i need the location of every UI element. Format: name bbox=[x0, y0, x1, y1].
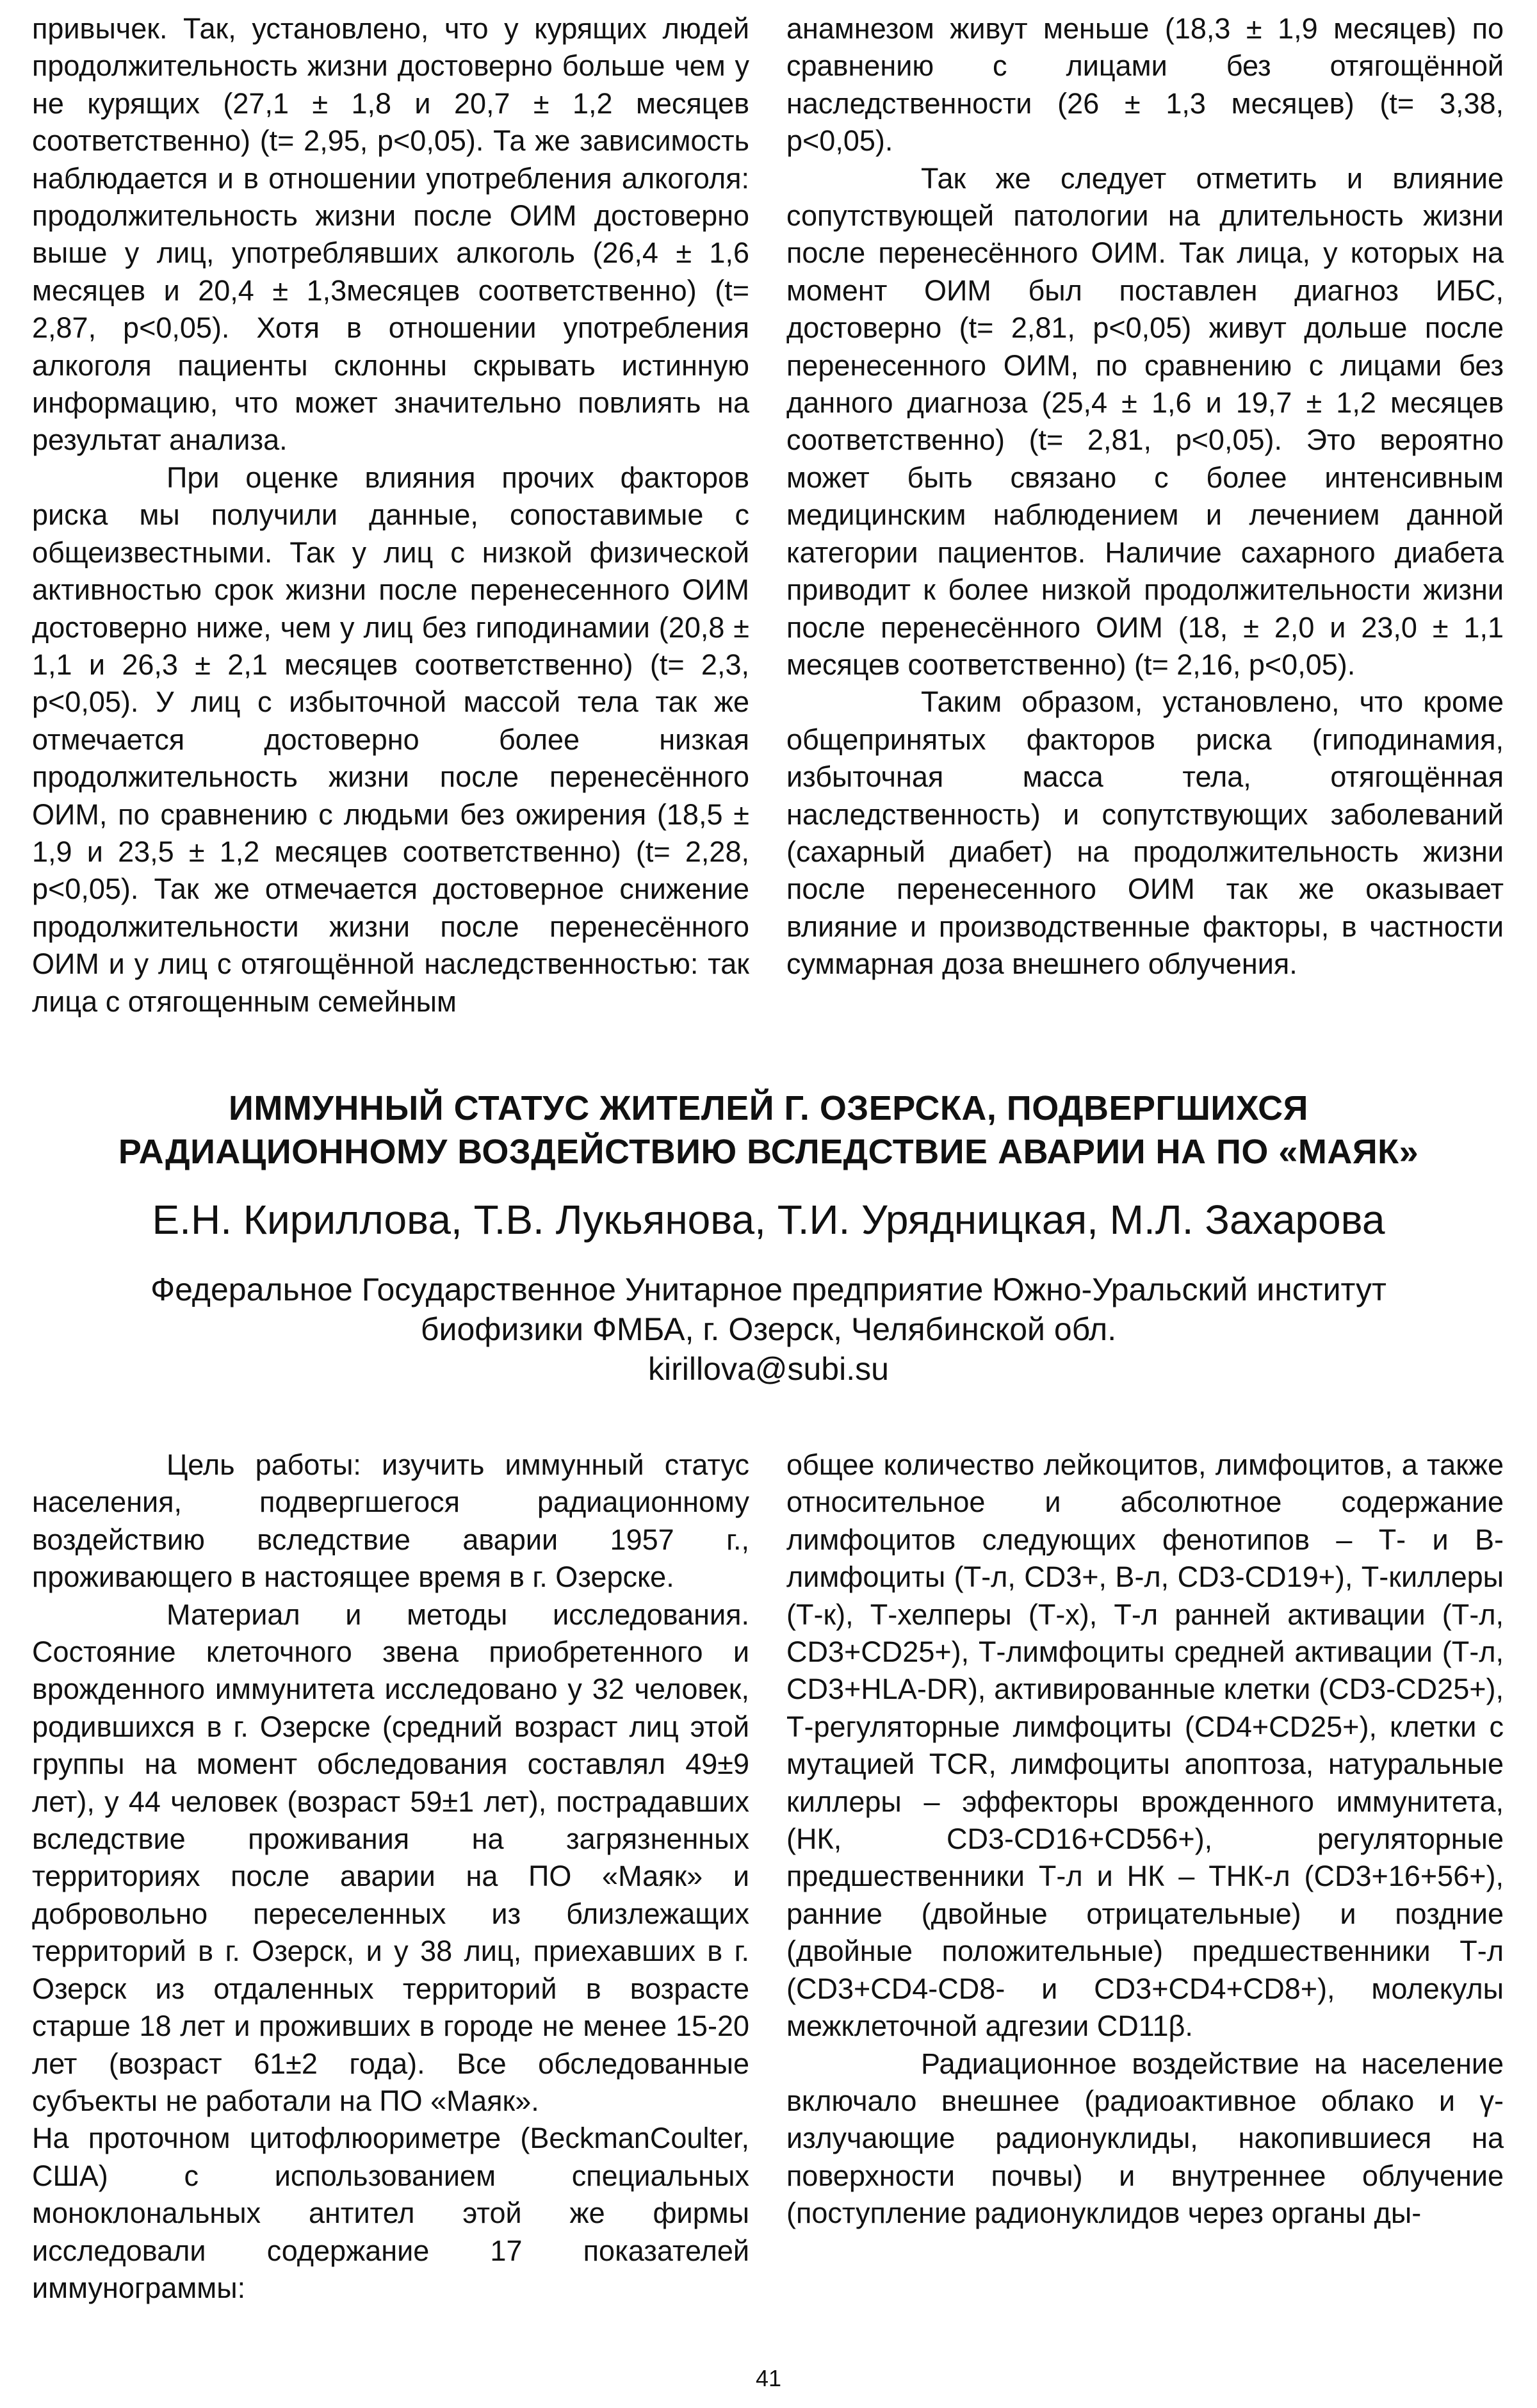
continued-text-left-column bbox=[32, 10, 749, 1020]
paragraph: При оценке влияния прочих факторов риска мы получили данные, сопоставимые с общеизвестными. Так у лиц с низкой физической активностью срок жизни после перенесенного ОИМ достоверно ниже, чем у лиц без гиподинамии (20,8 ± 1,1 и 26,3 ± 2,1 месяцев соответственно) (t= 2,3, p<0,05). У лиц с избыточной массой тела так же отмечается достоверно более низкая продолжительность жизни после перенесённого ОИМ, по сравнению с людьми без ожирения (18,5 ± 1,9 и 23,5 ± 1,2 месяцев соответственно) (t= 2,28, p<0,05). Так же отмечается достоверное снижение продолжительности жизни после перенесённого ОИМ и у лиц с отягощённой наследственностью: так лица с отягощенным семейным bbox=[32, 461, 749, 1018]
page-number: 41 bbox=[755, 2365, 782, 2391]
article-left-column bbox=[32, 1446, 749, 2307]
paragraph: Таким образом, установлено, что кроме общепринятых факторов риска (гиподинамия, избыточная масса тела, отягощённая наследственность) и сопутствующих заболеваний (сахарный диабет) на продолжительность жизни после перенесенного ОИМ так же оказывает влияние и производственные факторы, в частности суммарная доза внешнего облучения. bbox=[786, 685, 1504, 981]
affiliation-line: Федеральное Государственное Унитарное предприятие Южно-Уральский институт bbox=[150, 1272, 1387, 1307]
paragraph: Так же следует отметить и влияние сопутствующей патологии на длительность жизни после перенесённого ОИМ. Так лица, у которых на момент ОИМ был поставлен диагноз ИБС, достоверно (t= 2,81, p<0,05) живут дольше после перенесенного ОИМ, по сравнению с лицами без данного диагноза (25,4 ± 1,6 и 19,7 ± 1,2 месяцев соответственно) (t= 2,81, p<0,05). Это вероятно может быть связано с более интенсивным медицинским наблюдением и лечением данной категории пациентов. Наличие сахарного диабета приводит к более низкой продолжительности жизни после перенесённого ОИМ (18, ± 2,0 и 23,0 ± 1,1 месяцев соответственно) (t= 2,16, p<0,05). bbox=[786, 161, 1504, 681]
article-affiliation bbox=[0, 1270, 1537, 1389]
affiliation-line: биофизики ФМБА, г. Озерск, Челябинской обл. bbox=[420, 1311, 1117, 1347]
paragraph: анамнезом живут меньше (18,3 ± 1,9 месяцев) по сравнению с лицами без отягощённой наследственности (26 ± 1,3 месяцев) (t= 3,38, p<0,05). bbox=[786, 12, 1504, 158]
article-title-line: ИММУННЫЙ СТАТУС ЖИТЕЛЕЙ Г. ОЗЕРСКА, ПОДВЕРГШИХСЯ bbox=[229, 1089, 1308, 1127]
article-title bbox=[0, 1086, 1537, 1174]
paragraph: На проточном цитофлюориметре (BeckmanCoulter, США) с использованием специальных моноклональных антител этой же фирмы исследовали содержание 17 показателей иммунограммы: bbox=[32, 2122, 749, 2304]
paragraph: Цель работы: изучить иммунный статус населения, подвергшегося радиационному воздействию вследствие аварии 1957 г., проживающего в настоящее время в г. Озерске. bbox=[32, 1448, 749, 1594]
article-authors: Е.Н. Кириллова, Т.В. Лукьянова, Т.И. Урядницкая, М.Л. Захарова bbox=[152, 1197, 1385, 1243]
continued-text-right-column bbox=[786, 10, 1504, 983]
paragraph: привычек. Так, установлено, что у курящих людей продолжительность жизни достоверно больше чем у не курящих (27,1 ± 1,8 и 20,7 ± 1,2 месяцев соответственно) (t= 2,95, p<0,05). Та же зависимость наблюдается и в отношении употребления алкоголя: продолжительность жизни после ОИМ достоверно выше у лиц, употреблявших алкоголь (26,4 ± 1,6 месяцев и 20,4 ± 1,3месяцев соответственно) (t= 2,87, p<0,05). Хотя в отношении употребления алкоголя пациенты склонны скрывать истинную информацию, что может значительно повлиять на результат анализа. bbox=[32, 12, 749, 457]
paragraph: Материал и методы исследования. Состояние клеточного звена приобретенного и врожденного иммунитета исследовано у 32 человек, родившихся в г. Озерске (средний возраст лиц этой группы на момент обследования составлял 49±9 лет), у 44 человек (возраст 59±1 лет), пострадавших вследствие проживания на загрязненных территориях после аварии на ПО «Маяк» и добровольно переселенных из близлежащих территорий в г. Озерск, и у 38 лиц, приехавших в г. Озерск из отдаленных территорий в возрасте старше 18 лет и проживших в городе не менее 15-20 лет (возраст 61±2 года). Все обследованные субъекты не работали на ПО «Маяк». bbox=[32, 1598, 749, 2117]
paragraph: Радиационное воздействие на население включало внешнее (радиоактивное облако и γ-излучающие радионуклиды, накопившиеся на поверхности почвы) и внутреннее облучение (поступление радионуклидов через органы ды- bbox=[786, 2047, 1504, 2230]
author-email[interactable]: kirillova@subi.su bbox=[648, 1351, 889, 1387]
article-right-column bbox=[786, 1446, 1504, 2232]
article-title-line: РАДИАЦИОННОМУ ВОЗДЕЙСТВИЮ ВСЛЕДСТВИЕ АВАРИИ НА ПО «МАЯК» bbox=[118, 1133, 1419, 1171]
paragraph: общее количество лейкоцитов, лимфоцитов, а также относительное и абсолютное содержание лимфоцитов следующих фенотипов – Т- и В-лимфоциты (Т-л, CD3+, В-л, CD3-CD19+), Т-киллеры (Т-к), Т-хелперы (Т-х), Т-л ранней активации (Т-л, CD3+CD25+), Т-лимфоциты средней активации (Т-л, CD3+HLA-DR), активированные клетки (CD3-CD25+), Т-регуляторные лимфоциты (CD4+CD25+), клетки с мутацией TCR, лимфоциты апоптоза, натуральные киллеры – эффекторы врожденного иммунитета, (НК, CD3-CD16+CD56+), регуляторные предшественники Т-л и НК – ТНК-л (CD3+16+56+), ранние (двойные отрицательные) и поздние (двойные положительные) предшественники Т-л (CD3+CD4-CD8- и CD3+CD4+CD8+), молекулы межклеточной адгезии CD11β. bbox=[786, 1448, 1504, 2043]
